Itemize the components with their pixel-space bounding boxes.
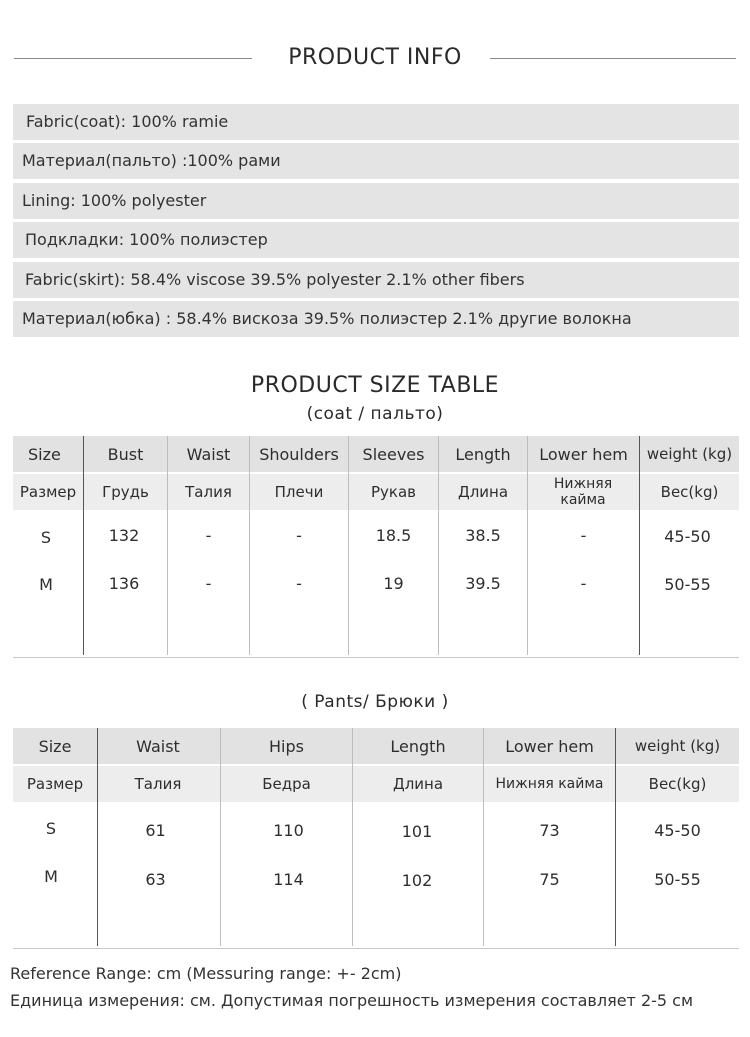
coat-header-ru-waist: Талия: [185, 483, 232, 501]
pants-header-lower-hem: Lower hem: [505, 736, 594, 756]
pants-row-s-size: S: [45, 818, 57, 838]
pants-header-ru-waist: Талия: [134, 775, 182, 793]
pants-subtitle: ( Pants/ Брюки ): [301, 692, 449, 712]
info-row-lining-ru: [13, 222, 739, 258]
pants-header-ru-length: Длина: [392, 775, 444, 793]
coat-header-lower-hem: Lower hem: [539, 444, 628, 464]
coat-header-waist: Waist: [186, 444, 231, 464]
pants-row-s-hips: 110: [273, 820, 304, 840]
coat-header-ru-lower-hem: Нижняя кайма: [553, 476, 613, 508]
coat-header-bust: Bust: [107, 444, 144, 464]
pants-header-ru-size: Размер: [26, 775, 84, 793]
pants-bottom-rule: [13, 948, 739, 949]
coat-header-length: Length: [455, 444, 511, 464]
coat-bottom-rule: [13, 657, 739, 658]
coat-header-ru-size: Размер: [19, 483, 77, 501]
coat-row-m-lower-hem: -: [580, 573, 587, 593]
info-row-lining: [13, 183, 739, 219]
title-rule-right: [490, 58, 736, 59]
pants-row-m-hips: 114: [273, 869, 304, 889]
pants-header-size: Size: [38, 736, 72, 756]
coat-row-s-bust: 132: [108, 525, 140, 545]
info-row-material-coat-ru: [13, 143, 739, 179]
pants-header-ru-hips: Бедра: [262, 775, 311, 793]
coat-header-ru-weight: Вес(kg): [660, 483, 719, 501]
pants-row-m-length: 102: [401, 870, 433, 890]
measurement-note-ru: Единица измерения: см. Допустимая погрешность измерения составляет 2-5 см: [10, 991, 694, 1010]
coat-header-ru-sleeves: Рукав: [370, 483, 416, 501]
coat-header-size: Size: [28, 444, 61, 464]
coat-row-s-length: 38.5: [465, 525, 501, 545]
pants-row-s-length: 101: [401, 821, 433, 841]
pants-header-ru-lower-hem: Нижняя кайма: [495, 776, 604, 792]
coat-row-s-waist: -: [205, 525, 212, 545]
coat-row-s-weight: 45-50: [664, 526, 711, 546]
coat-row-m-size: M: [39, 574, 53, 594]
coat-row-m-bust: 136: [108, 573, 140, 593]
size-table-title: PRODUCT SIZE TABLE: [250, 373, 500, 398]
coat-header-ru-length: Длина: [457, 483, 509, 501]
pants-row-s-waist: 61: [145, 820, 166, 840]
pants-row-m-size: M: [44, 866, 58, 886]
coat-row-m-shoulders: -: [296, 573, 302, 593]
coat-row-s-lower-hem: -: [580, 525, 587, 545]
info-row-text: Подкладки: 100% полиэстер: [25, 230, 268, 249]
coat-header-shoulders: Shoulders: [259, 444, 339, 464]
coat-row-m-weight: 50-55: [664, 574, 711, 594]
pants-header-waist: Waist: [136, 736, 180, 756]
info-row-text: Материал(пальто) :100% рами: [22, 151, 281, 170]
product-info-title: PRODUCT INFO: [288, 45, 462, 70]
info-row-text: Материал(юбка) : 58.4% вискоза 39.5% полиэстер 2.1% другие волокна: [22, 309, 632, 328]
info-row-material-skirt-ru: [13, 301, 739, 337]
coat-header-ru-bust: Грудь: [102, 483, 149, 501]
pants-header-weight: weight (kg): [634, 737, 721, 755]
coat-header-weight: weight (kg): [646, 445, 733, 463]
reference-range-note: Reference Range: cm (Messuring range: +- 2cm): [10, 964, 402, 983]
coat-header-sleeves: Sleeves: [362, 444, 425, 464]
pants-row-s-weight: 45-50: [654, 820, 701, 840]
info-row-fabric-skirt: [13, 262, 739, 298]
pants-row-s-lower-hem: 73: [539, 820, 560, 840]
coat-row-m-sleeves: 19: [383, 573, 404, 593]
coat-row-m-length: 39.5: [465, 573, 501, 593]
info-row-text: Lining: 100% polyester: [22, 191, 207, 210]
info-row-fabric-coat: [13, 104, 739, 140]
coat-row-s-sleeves: 18.5: [375, 525, 412, 545]
pants-header-length: Length: [390, 736, 446, 756]
coat-subtitle: (coat / пальто): [306, 404, 444, 424]
info-row-text: Fabric(skirt): 58.4% viscose 39.5% polyester 2.1% other fibers: [25, 270, 525, 289]
pants-row-m-weight: 50-55: [654, 869, 701, 889]
pants-row-m-lower-hem: 75: [539, 869, 560, 889]
pants-row-m-waist: 63: [145, 869, 166, 889]
coat-row-m-waist: -: [205, 573, 212, 593]
coat-header-ru-shoulders: Плечи: [274, 483, 324, 501]
coat-row-s-shoulders: -: [296, 525, 302, 545]
info-row-text: Fabric(coat): 100% ramie: [26, 112, 229, 131]
pants-header-ru-weight: Вес(kg): [648, 775, 707, 793]
pants-header-hips: Hips: [269, 736, 304, 756]
coat-row-s-size: S: [40, 527, 52, 547]
